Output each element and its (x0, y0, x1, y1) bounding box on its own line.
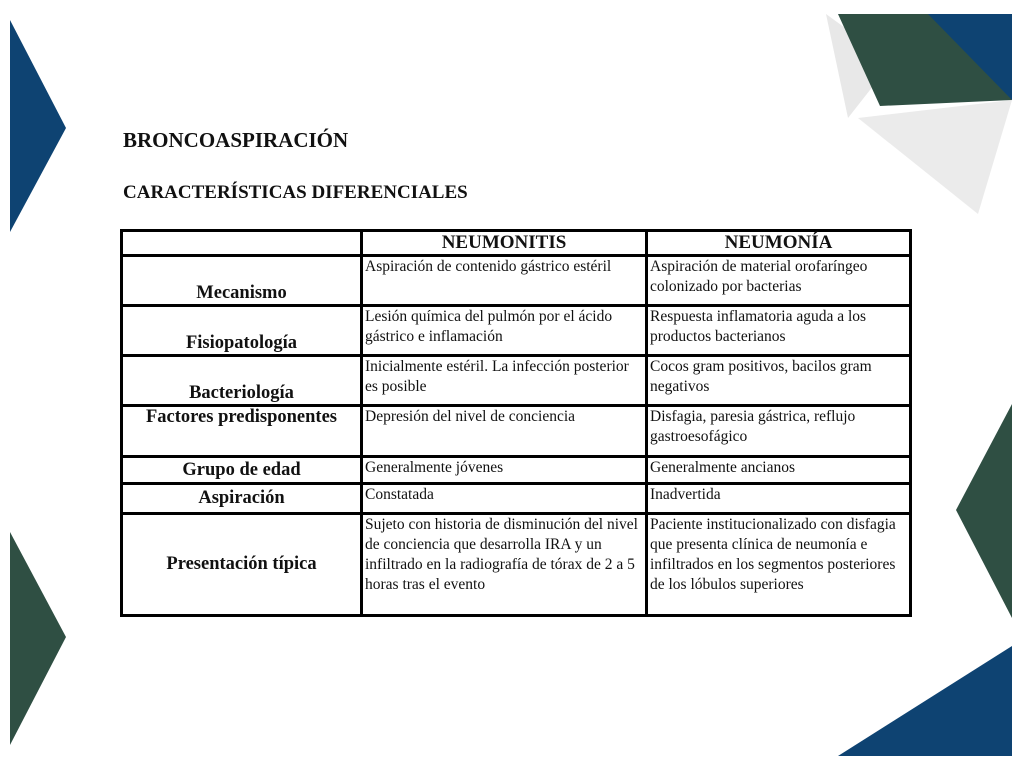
cell-neumonia: Respuesta inflamatoria aguda a los productos bacterianos (647, 306, 911, 356)
cell-neumonitis: Constatada (362, 484, 647, 514)
left-top-navy-triangle (10, 20, 66, 232)
row-label-grupo-de-edad: Grupo de edad (122, 457, 362, 484)
page-subtitle: CARACTERÍSTICAS DIFERENCIALES (123, 182, 468, 203)
table-row (122, 514, 911, 616)
cell-neumonitis: Generalmente jóvenes (362, 457, 647, 484)
table-row (122, 356, 911, 406)
header-cell-neumonitis: NEUMONITIS (362, 231, 647, 256)
cell-neumonitis: Inicialmente estéril. La infección posterior es posible (362, 356, 647, 406)
cell-neumonia: Cocos gram positivos, bacilos gram negativos (647, 356, 911, 406)
comparison-table (120, 229, 912, 617)
row-label-presentacion-tipica: Presentación típica (122, 514, 362, 616)
cell-neumonitis: Lesión química del pulmón por el ácido gástrico e inflamación (362, 306, 647, 356)
cell-neumonitis: Depresión del nivel de conciencia (362, 406, 647, 457)
header-cell-empty (122, 231, 362, 256)
cell-neumonia: Disfagia, paresia gástrica, reflujo gastroesofágico (647, 406, 911, 457)
cell-neumonia: Inadvertida (647, 484, 911, 514)
row-label-mecanismo: Mecanismo (122, 256, 362, 306)
page-title: BRONCOASPIRACIÓN (123, 128, 349, 152)
cell-neumonitis: Sujeto con historia de disminución del nivel de conciencia que desarrolla IRA y un infiltrado en la radiografía de tórax de 2 a 5 horas tras el evento (362, 514, 647, 616)
row-label-fisiopatologia: Fisiopatología (122, 306, 362, 356)
row-label-bacteriologia: Bacteriología (122, 356, 362, 406)
table-row (122, 306, 911, 356)
table-row (122, 484, 911, 514)
bottom-right-navy-triangle (838, 646, 1012, 756)
header-cell-neumonia: NEUMONÍA (647, 231, 911, 256)
cell-neumonitis: Aspiración de contenido gástrico estéril (362, 256, 647, 306)
cell-neumonia: Aspiración de material orofaríngeo colonizado por bacterias (647, 256, 911, 306)
table-row (122, 457, 911, 484)
table-row (122, 256, 911, 306)
row-label-factores-predisponentes: Factores predisponentes (122, 406, 362, 457)
right-green-triangle (956, 404, 1012, 618)
left-bottom-green-triangle (10, 532, 66, 745)
row-label-aspiracion: Aspiración (122, 484, 362, 514)
table-row (122, 406, 911, 457)
table-header-row (122, 231, 911, 256)
top-right-gray-shape-2 (858, 100, 1012, 214)
cell-neumonia: Paciente institucionalizado con disfagia que presenta clínica de neumonía e infiltrados en los segmentos posteriores de los lóbulos superiores (647, 514, 911, 616)
cell-neumonia: Generalmente ancianos (647, 457, 911, 484)
